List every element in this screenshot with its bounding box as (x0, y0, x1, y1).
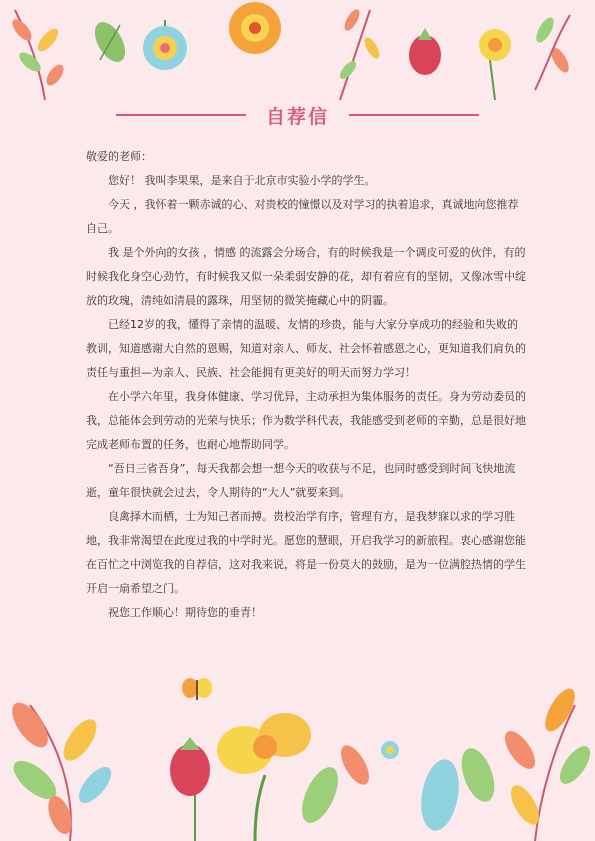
letter-body (86, 145, 526, 625)
title-right-divider (349, 114, 479, 116)
letter-paragraph: 良禽择木而栖，士为知己者而搏。贵校治学有序，管理有方，是我梦寐以求的学习胜地，我非常渴望在此度过我的中学时光。愿您的慧眼，开启我学习的新旅程。衷心感谢您能在百忙之中浏览我的自荐信，这对我来说，将是一份莫大的鼓励，是为一位满腔热情的学生开启一扇希望之门。 (86, 510, 526, 595)
salutation: 敬爱的老师： (86, 150, 152, 163)
letter-paragraph: “吾日三省吾身”，每天我都会想一想今天的收获与不足，也同时感受到时间飞快地流逝，童年很快就会过去，令人期待的“大人”就要来到。 (86, 462, 516, 499)
letter-paragraph: 您好！ 我叫李果果，是来自于北京市实验小学的学生。 (108, 174, 376, 187)
title-row (0, 100, 595, 130)
letter-paragraph: 我 是个外向的女孩 ，情感 的流露会分场合，有的时候我是一个调皮可爱的伙伴，有的时候我化身空心劲竹，有时候我又似一朵柔弱安静的花，却有着应有的坚韧，又像冰雪中绽放的玫瑰，清纯如清晨的露珠，用坚韧的微笑掩藏心中的阴霾。 (86, 246, 526, 307)
page-title: 自荐信 (265, 105, 329, 128)
closing-line: 祝您工作顺心！期待您的垂青！ (108, 606, 262, 619)
letter-paragraph: 今天 ，我怀着一颗赤诚的心、对贵校的憧憬以及对学习的执着追求，真诚地向您推荐自己。 (86, 198, 519, 235)
letter-paragraph: 已经12岁的我，懂得了亲情的温暖、友情的珍贵，能与大家分享成功的经验和失败的教训，知道感谢大自然的恩赐，知道对亲人、师友、社会怀着感恩之心，更知道我们肩负的责任与重担—为亲人、民族、社会能拥有更美好的明天而努力学习！ (86, 318, 526, 379)
letter-paragraph: 在小学六年里，我身体健康、学习优异，主动承担为集体服务的责任。身为劳动委员的我，总能体会到劳动的光荣与快乐；作为数学科代表，我能感受到老师的辛勤，总是很好地完成老师布置的任务，也耐心地帮助同学。 (86, 390, 526, 451)
top-floral-decoration (0, 0, 595, 110)
title-left-divider (116, 114, 246, 116)
bottom-floral-decoration (0, 655, 595, 841)
